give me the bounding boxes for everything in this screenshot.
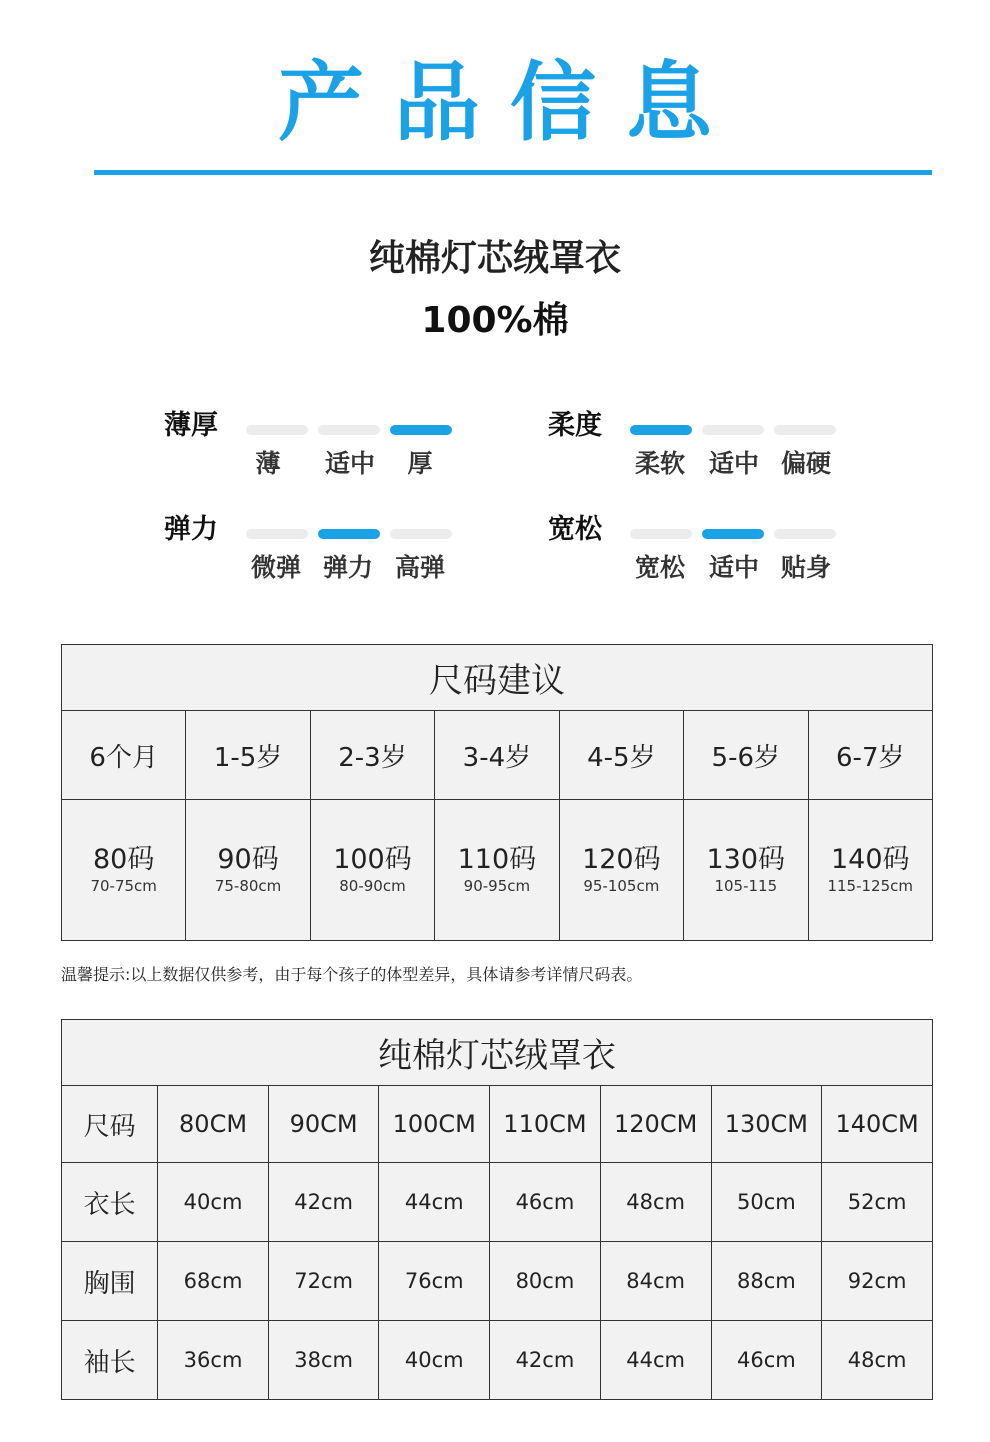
column-header: 110CM: [490, 1086, 601, 1163]
age-row: [62, 711, 933, 800]
size-code: 140码: [830, 844, 910, 875]
table-row: [62, 1163, 933, 1242]
height-range: 105-115: [714, 877, 778, 895]
attribute-label: 薄厚: [164, 410, 218, 441]
attribute-option: 弹力: [322, 553, 373, 582]
table-cell: 38cm: [268, 1321, 379, 1400]
row-label: 袖长: [62, 1321, 158, 1400]
attribute-option: 宽松: [634, 553, 685, 582]
size-cell: [310, 800, 434, 941]
table-cell: 42cm: [490, 1321, 601, 1400]
size-chart-title: 纯棉灯芯绒罩衣: [62, 1020, 933, 1086]
size-cell: [62, 800, 186, 941]
scale-bar: [318, 529, 380, 539]
size-cell: [435, 800, 559, 941]
attribute-option: 适中: [708, 449, 759, 478]
row-label: 胸围: [62, 1242, 158, 1321]
attribute-option: 厚: [407, 449, 433, 478]
table-cell: 68cm: [158, 1242, 269, 1321]
table-cell: 92cm: [822, 1242, 933, 1321]
table-row: [62, 1242, 933, 1321]
table-cell: 40cm: [158, 1163, 269, 1242]
attribute-label: 弹力: [164, 514, 218, 545]
table-cell: 48cm: [600, 1163, 711, 1242]
column-header: 120CM: [600, 1086, 711, 1163]
title-divider: [94, 170, 932, 175]
scale-bar: [246, 425, 308, 435]
attribute-option: 薄: [255, 449, 281, 478]
attribute-option: 贴身: [780, 553, 831, 582]
size-code: 80码: [93, 844, 155, 875]
page-title: 产品信息: [278, 53, 742, 153]
size-code: 110码: [457, 844, 537, 875]
age-cell: 2-3岁: [310, 711, 434, 800]
header-label: 尺码: [62, 1086, 158, 1163]
column-header: 80CM: [158, 1086, 269, 1163]
height-range: 70-75cm: [90, 877, 157, 895]
table-cell: 42cm: [268, 1163, 379, 1242]
height-range: 90-95cm: [463, 877, 531, 895]
table-cell: 88cm: [711, 1242, 822, 1321]
age-cell: 3-4岁: [435, 711, 559, 800]
size-advice-table: [61, 644, 933, 941]
age-cell: 6个月: [62, 711, 186, 800]
height-range: 75-80cm: [214, 877, 282, 895]
scale-bar: [318, 425, 380, 435]
attribute-option: 高弹: [394, 553, 445, 582]
table-cell: 52cm: [822, 1163, 933, 1242]
age-cell: 4-5岁: [559, 711, 683, 800]
size-cell: [808, 800, 933, 941]
age-cell: 1-5岁: [186, 711, 310, 800]
column-header: 100CM: [379, 1086, 490, 1163]
attribute-option: 柔软: [634, 449, 685, 478]
size-cell: [559, 800, 683, 941]
table-cell: 44cm: [600, 1321, 711, 1400]
attribute-option: 适中: [708, 553, 759, 582]
column-header: 90CM: [268, 1086, 379, 1163]
size-code: 100码: [333, 844, 412, 875]
attribute-fit: [548, 512, 868, 592]
attribute-label: 宽松: [548, 514, 602, 545]
attribute-option: 微弹: [250, 553, 301, 582]
size-advice-title: 尺码建议: [62, 645, 933, 711]
product-material: 100%棉: [421, 300, 569, 341]
product-name: 纯棉灯芯绒罩衣: [368, 238, 621, 279]
attribute-label: 柔度: [548, 410, 602, 441]
table-cell: 40cm: [379, 1321, 490, 1400]
column-header: 140CM: [822, 1086, 933, 1163]
table-cell: 76cm: [379, 1242, 490, 1321]
attribute-thickness: [164, 408, 484, 488]
attribute-option: 偏硬: [780, 449, 831, 478]
size-code: 130码: [706, 844, 786, 875]
scale-bar: [630, 529, 692, 539]
table-cell: 50cm: [711, 1163, 822, 1242]
height-range: 80-90cm: [339, 877, 406, 895]
table-cell: 44cm: [379, 1163, 490, 1242]
size-chart-header-row: [62, 1086, 933, 1163]
size-chart-table: [61, 1019, 933, 1400]
table-row: [62, 1321, 933, 1400]
size-cell: [186, 800, 310, 941]
size-code: 90码: [217, 844, 279, 875]
row-label: 衣长: [62, 1163, 158, 1242]
scale-bar: [390, 529, 452, 539]
age-cell: 5-6岁: [684, 711, 808, 800]
scale-bar: [630, 425, 692, 435]
scale-bar: [774, 529, 836, 539]
attribute-elasticity: [164, 512, 484, 592]
scale-bar: [702, 425, 764, 435]
attribute-option: 适中: [324, 449, 375, 478]
table-cell: 46cm: [711, 1321, 822, 1400]
attribute-softness: [548, 408, 868, 488]
table-cell: 80cm: [490, 1242, 601, 1321]
size-row: [62, 800, 933, 941]
size-note: 温馨提示:以上数据仅供参考，由于每个孩子的体型差异，具体请参考详情尺码表。: [61, 965, 643, 984]
table-cell: 46cm: [490, 1163, 601, 1242]
size-code: 120码: [582, 844, 661, 875]
scale-bar: [702, 529, 764, 539]
scale-bar: [774, 425, 836, 435]
table-cell: 72cm: [268, 1242, 379, 1321]
table-cell: 36cm: [158, 1321, 269, 1400]
height-range: 115-125cm: [827, 877, 914, 895]
table-cell: 84cm: [600, 1242, 711, 1321]
table-cell: 48cm: [822, 1321, 933, 1400]
height-range: 95-105cm: [583, 877, 660, 895]
size-cell: [684, 800, 808, 941]
column-header: 130CM: [711, 1086, 822, 1163]
scale-bar: [246, 529, 308, 539]
age-cell: 6-7岁: [808, 711, 933, 800]
scale-bar: [390, 425, 452, 435]
